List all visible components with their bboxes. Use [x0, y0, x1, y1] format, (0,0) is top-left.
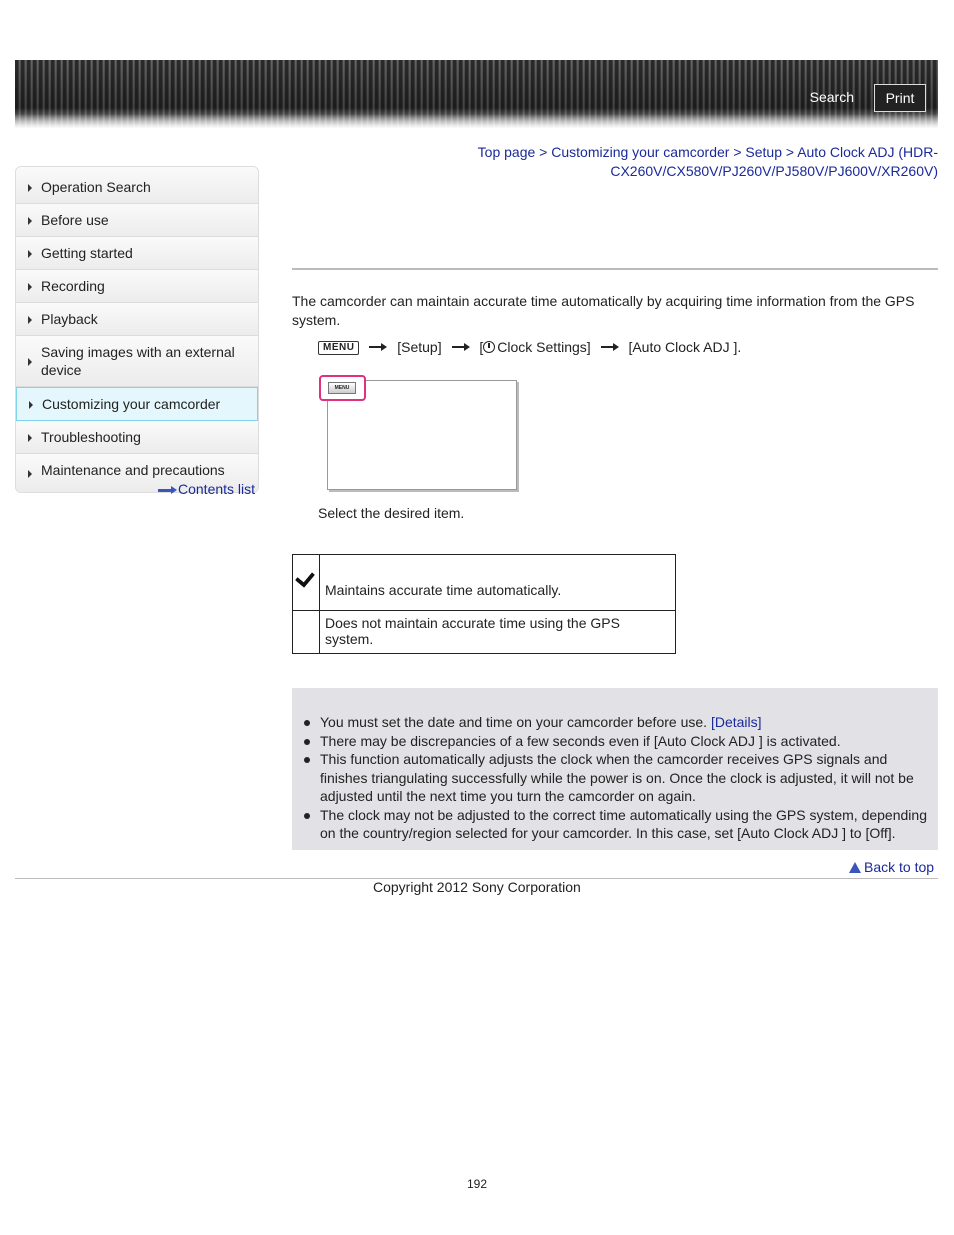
note-text: You must set the date and time on your camcorder before use.	[320, 714, 708, 730]
sidebar-item-label: Operation Search	[41, 179, 151, 195]
contents-list-link[interactable]	[158, 481, 255, 497]
menu-button-icon: MENU	[328, 382, 356, 394]
triangle-up-icon	[849, 862, 861, 873]
breadcrumb-top-page[interactable]: Top page	[477, 144, 536, 160]
breadcrumb-separator: >	[785, 144, 795, 160]
list-item: The clock may not be adjusted to the correct time automatically using the GPS system, depending on the country/region selected for your camcorder. In this case, set [Auto Clock ADJ ] to [Off].	[302, 806, 936, 843]
step-setup: [Setup]	[397, 339, 442, 355]
notes-list	[302, 713, 936, 843]
search-link[interactable]: Search	[809, 89, 854, 105]
arrow-right-icon	[28, 434, 32, 442]
option-mark-cell	[293, 555, 320, 610]
breadcrumb-setup[interactable]: Setup	[745, 144, 782, 160]
sidebar-item-troubleshooting[interactable]	[16, 421, 258, 454]
arrow-right-icon	[29, 401, 33, 409]
sidebar-item-label: Maintenance and precautions	[41, 462, 225, 478]
print-button[interactable]: Print	[874, 84, 926, 112]
sidebar-item-label: Customizing your camcorder	[42, 396, 221, 412]
details-link[interactable]: [Details]	[710, 714, 762, 730]
arrow-right-icon	[601, 343, 619, 351]
sidebar-item-label: Getting started	[41, 245, 133, 261]
notes-panel	[292, 688, 938, 850]
sidebar-item-saving-images[interactable]	[16, 336, 258, 387]
option-description: Maintains accurate time automatically.	[325, 582, 562, 598]
copyright-text: Copyright 2012 Sony Corporation	[373, 879, 581, 895]
table-row	[293, 555, 675, 611]
sidebar-item-label: Troubleshooting	[41, 429, 141, 445]
arrow-right-icon	[28, 470, 32, 478]
arrow-right-icon	[28, 184, 32, 192]
arrow-right-icon	[28, 217, 32, 225]
page-number: 192	[466, 1177, 488, 1191]
arrow-right-icon	[28, 358, 32, 366]
step-clock-settings: Clock Settings]	[497, 339, 591, 355]
sidebar-item-playback[interactable]	[16, 303, 258, 336]
arrow-right-icon	[28, 250, 32, 258]
sidebar-item-getting-started[interactable]	[16, 237, 258, 270]
contents-list-label: Contents list	[178, 481, 256, 497]
arrow-right-icon	[28, 316, 32, 324]
sidebar-item-recording[interactable]	[16, 270, 258, 303]
step-auto-clock-adj: [Auto Clock ADJ ].	[628, 339, 742, 355]
clock-icon	[483, 341, 495, 353]
arrow-right-icon	[28, 283, 32, 291]
menu-key-icon: MENU	[318, 341, 359, 355]
title-divider	[292, 268, 938, 270]
sidebar-item-label: Playback	[41, 311, 98, 327]
menu-button-highlight	[319, 375, 366, 401]
breadcrumb-current-page[interactable]: Auto Clock ADJ (HDR-CX260V/CX580V/PJ260V/PJ580V/PJ600V/XR260V)	[610, 144, 938, 179]
back-to-top-link[interactable]	[849, 859, 934, 875]
arrow-right-icon	[158, 485, 178, 495]
list-item	[302, 713, 936, 732]
option-mark-cell	[293, 611, 320, 653]
breadcrumb-separator: >	[539, 144, 548, 160]
sidebar-nav	[15, 166, 259, 493]
select-instruction: Select the desired item.	[318, 505, 465, 521]
arrow-right-icon	[369, 343, 387, 351]
step-clock-bracket: [	[479, 339, 484, 355]
breadcrumb	[300, 143, 938, 181]
header-bar	[15, 60, 938, 128]
sidebar-item-customizing[interactable]	[16, 387, 258, 421]
table-row	[293, 611, 675, 653]
sidebar-item-label: Saving images with an external device	[41, 344, 235, 378]
intro-text: The camcorder can maintain accurate time automatically by acquiring time information from the GPS system.	[292, 293, 915, 328]
option-description: Does not maintain accurate time using the GPS system.	[325, 615, 620, 647]
sidebar-item-label: Recording	[41, 278, 105, 294]
sidebar-item-operation-search[interactable]	[16, 167, 258, 204]
sidebar-item-before-use[interactable]	[16, 204, 258, 237]
options-table	[292, 554, 676, 654]
menu-steps	[318, 335, 741, 359]
breadcrumb-separator: >	[733, 144, 742, 160]
breadcrumb-customizing[interactable]: Customizing your camcorder	[551, 144, 730, 160]
back-to-top-label: Back to top	[864, 859, 935, 875]
check-icon	[295, 567, 315, 588]
arrow-right-icon	[452, 343, 470, 351]
list-item: There may be discrepancies of a few seconds even if [Auto Clock ADJ ] is activated.	[302, 732, 936, 751]
sidebar-item-label: Before use	[41, 212, 109, 228]
list-item: This function automatically adjusts the clock when the camcorder receives GPS signals and finishes triangulating successfully while the power is on. Once the clock is adjusted, it will not be adjusted until the next time you turn the camcorder on again.	[302, 750, 936, 806]
